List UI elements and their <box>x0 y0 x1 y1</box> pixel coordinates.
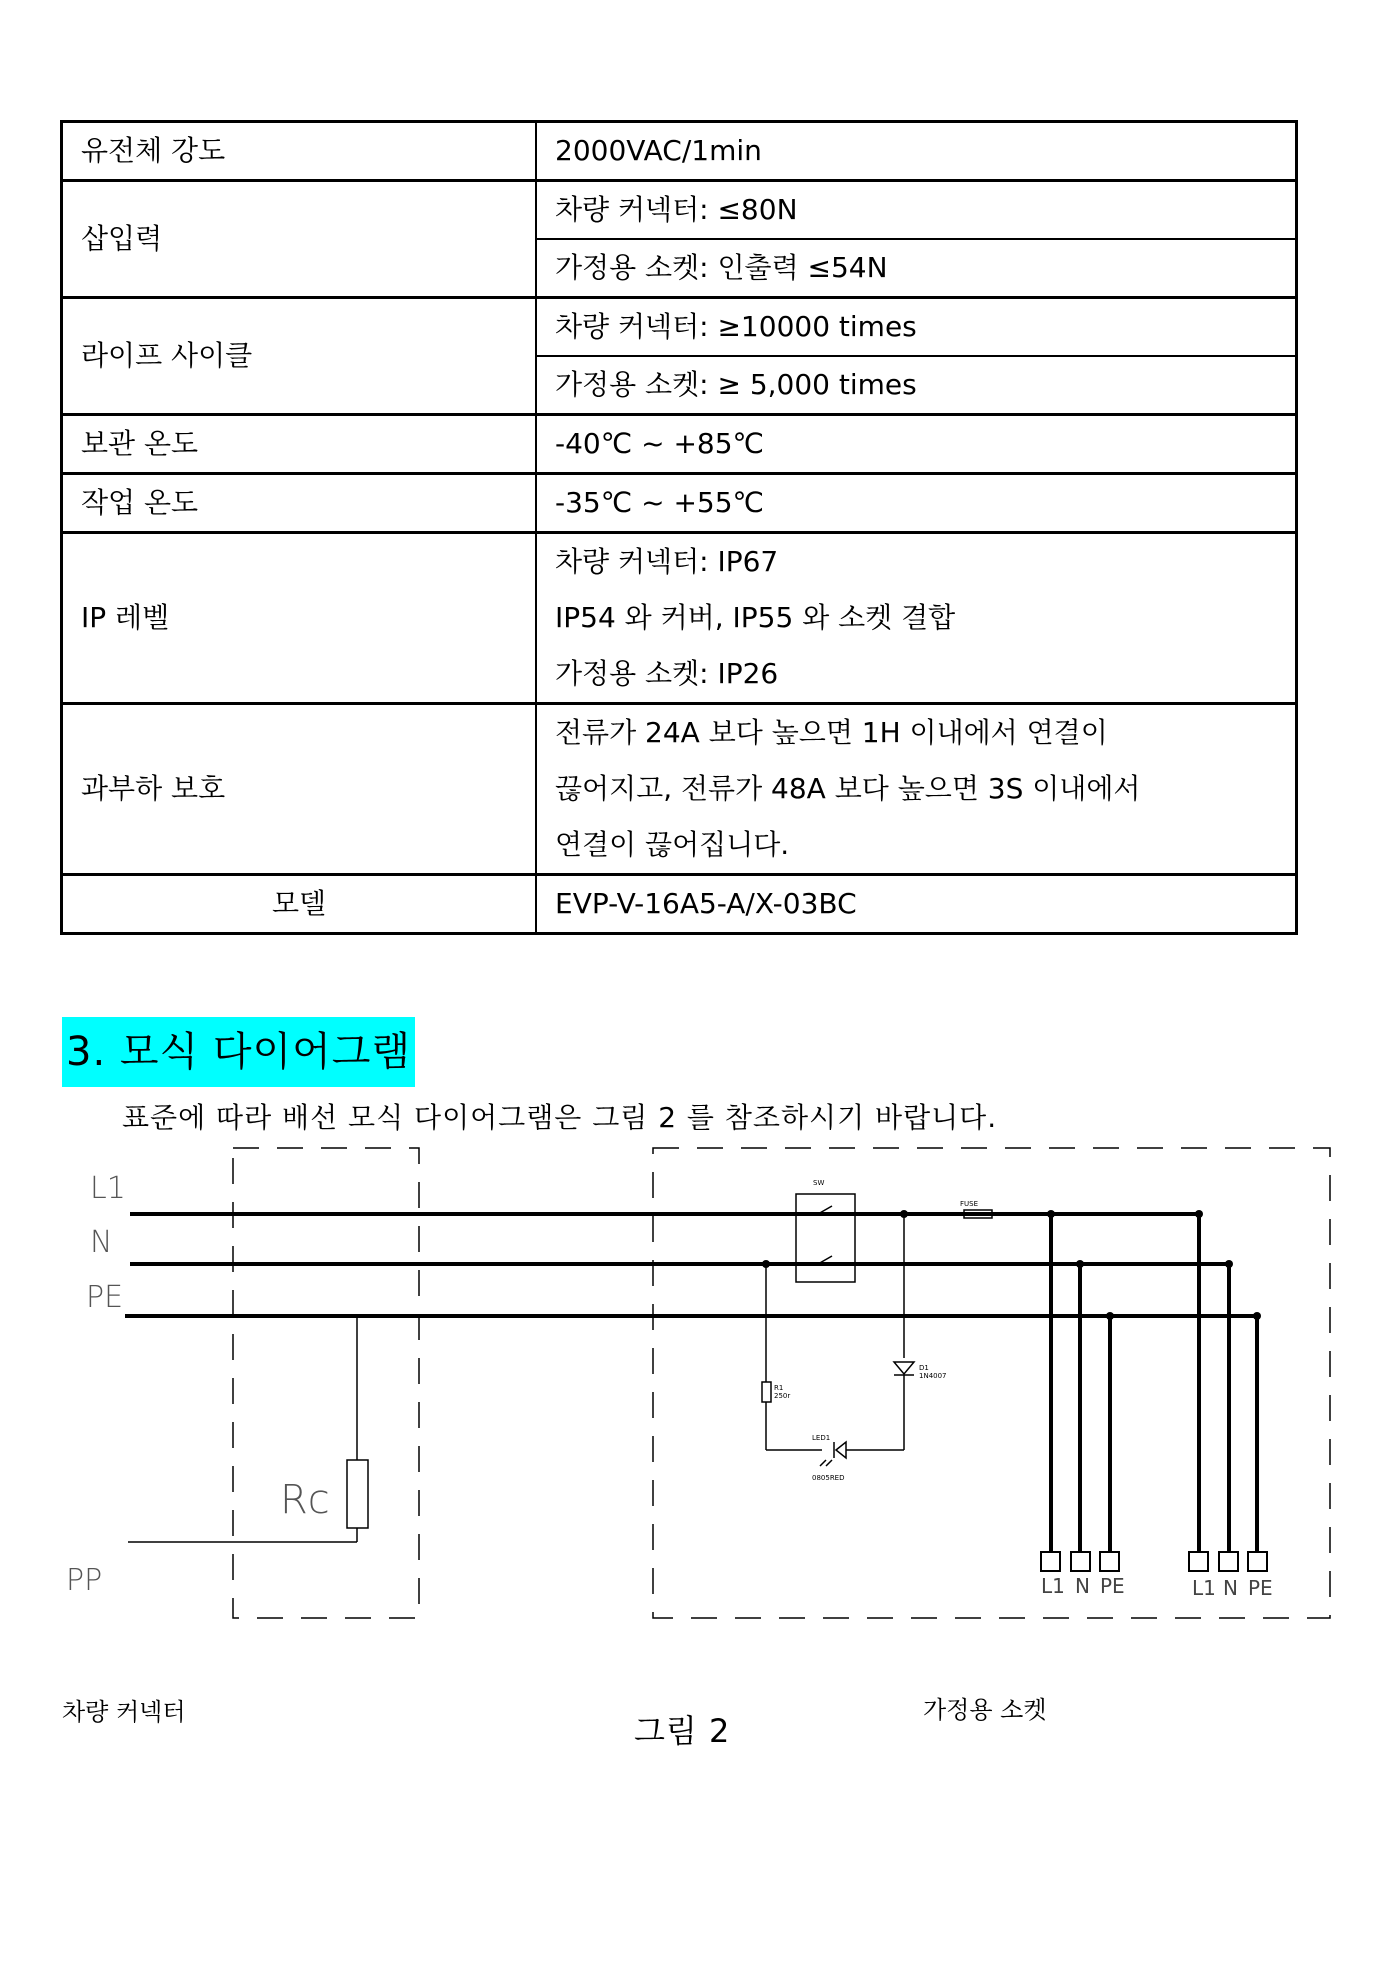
spec-row-lifecycle <box>62 298 1297 357</box>
spec-value: 2000VAC/1min <box>536 122 1297 181</box>
terminal-label: PE <box>1248 1576 1273 1600</box>
spec-value-line: 전류가 24A 보다 높으면 1H 이내에서 연결이 <box>555 716 1108 749</box>
label-rc: Rc <box>280 1477 330 1523</box>
label-pp: PP <box>66 1563 103 1598</box>
vehicle-connector-box <box>233 1148 419 1618</box>
spec-value-line: 차량 커넥터: IP67 <box>555 545 779 578</box>
spec-label: IP 레벨 <box>62 533 537 704</box>
bus-lines <box>125 1214 1258 1316</box>
sw-label: SW <box>813 1179 825 1187</box>
resistor-rc <box>128 1316 368 1542</box>
label-l1: L1 <box>90 1171 126 1206</box>
spec-table <box>60 120 1298 935</box>
wiring-diagram <box>0 1130 1400 1630</box>
led-label: LED1 <box>812 1434 831 1442</box>
spec-row-overload <box>62 704 1297 875</box>
spec-value-line: 가정용 소켓: IP26 <box>555 657 779 690</box>
spec-value: 차량 커넥터: ≥10000 times <box>536 298 1297 357</box>
terminal-label: L1 <box>1192 1576 1216 1600</box>
spec-row-insertion <box>62 181 1297 240</box>
spec-label: 모델 <box>62 875 537 934</box>
spec-label: 삽입력 <box>62 181 537 298</box>
spec-row-storage-temp <box>62 415 1297 474</box>
caption-vehicle-connector: 차량 커넥터 <box>62 1698 186 1726</box>
terminal-label: PE <box>1100 1574 1125 1598</box>
section-heading: 3. 모식 다이어그램 <box>62 1017 415 1087</box>
spec-label: 보관 온도 <box>62 415 537 474</box>
spec-value: 가정용 소켓: ≥ 5,000 times <box>536 356 1297 415</box>
spec-label: 라이프 사이클 <box>62 298 537 415</box>
spec-label: 작업 온도 <box>62 474 537 533</box>
terminal-label: N <box>1223 1576 1238 1600</box>
spec-value: 가정용 소켓: 인출력 ≤54N <box>536 239 1297 298</box>
spec-row-dielectric <box>62 122 1297 181</box>
spec-value: -40℃ ~ +85℃ <box>536 415 1297 474</box>
spec-row-ip-level <box>62 533 1297 704</box>
spec-value-line: IP54 와 커버, IP55 와 소켓 결합 <box>555 601 956 634</box>
label-n: N <box>90 1225 113 1260</box>
spec-value: -35℃ ~ +55℃ <box>536 474 1297 533</box>
spec-value: 차량 커넥터: ≤80N <box>536 181 1297 240</box>
r1-label: R1 <box>774 1384 784 1392</box>
indicator-circuit <box>762 1214 914 1466</box>
spec-label: 과부하 보호 <box>62 704 537 875</box>
spec-value <box>536 533 1297 704</box>
terminal-label: L1 <box>1041 1574 1065 1598</box>
caption-home-socket: 가정용 소켓 <box>923 1696 1047 1724</box>
d1-value: 1N4007 <box>919 1372 947 1380</box>
d1-label: D1 <box>919 1364 929 1372</box>
spec-value <box>536 704 1297 875</box>
figure-caption: 그림 2 <box>634 1712 731 1750</box>
spec-row-working-temp <box>62 474 1297 533</box>
terminal-label: N <box>1075 1574 1090 1598</box>
spec-value-line: 연결이 끊어집니다. <box>555 828 790 861</box>
section-paragraph: 표준에 따라 배선 모식 다이어그램은 그림 2 를 참조하시기 바랍니다. <box>122 1101 998 1134</box>
spec-value-line: 끊어지고, 전류가 48A 보다 높으면 3S 이내에서 <box>555 772 1141 805</box>
r1-value: 250r <box>774 1392 791 1400</box>
led-value: 0805RED <box>812 1474 845 1482</box>
spec-label: 유전체 강도 <box>62 122 537 181</box>
spec-value: EVP-V-16A5-A/X-03BC <box>536 875 1297 934</box>
terminal-blocks <box>1041 1552 1267 1571</box>
label-pe: PE <box>86 1280 124 1315</box>
fuse-label: FUSE <box>960 1200 979 1208</box>
spec-row-model <box>62 875 1297 934</box>
switch-sw <box>796 1179 855 1282</box>
